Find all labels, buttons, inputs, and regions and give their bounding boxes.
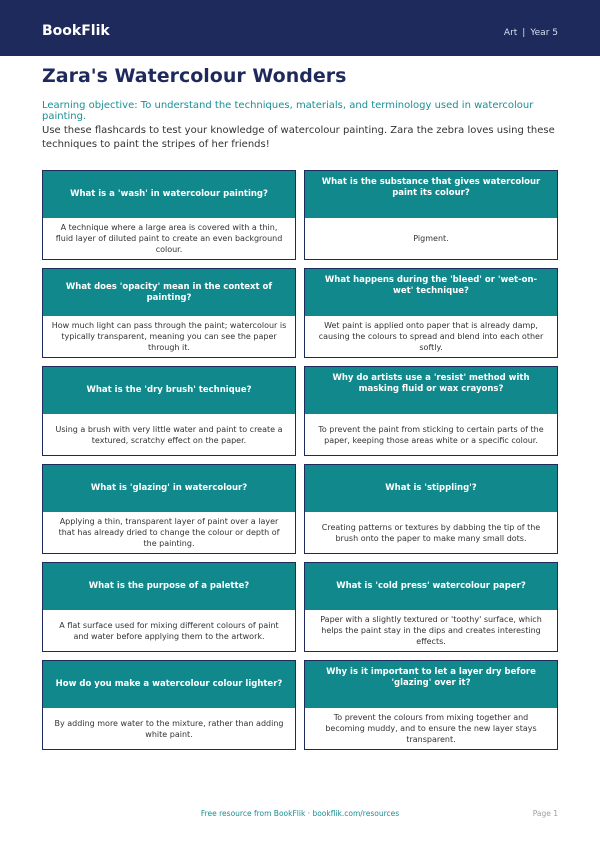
flashcard [42,464,296,554]
top-header-bar [0,0,600,56]
flashcard [304,562,558,652]
flashcard-answer: Using a brush with very little water and paint to create a textured, scratchy effect on the paper. [55,424,283,445]
flashcard [304,170,558,260]
flashcard-answer: By adding more water to the mixture, rather than adding white paint. [54,718,284,739]
footer-link[interactable]: Free resource from BookFlik · bookflik.com/resources [200,809,400,818]
flashcard-answer: Paper with a slightly textured or 'toothy' surface, which helps the paint stay in the dips and creates interesting effects. [320,615,542,646]
flashcard [42,660,296,750]
flashcard [304,660,558,750]
flashcard-question: What is the 'dry brush' technique? [43,367,295,414]
subject-year-label [504,28,558,38]
page-title: Zara's Watercolour Wonders [42,65,347,87]
flashcard-question: What is 'stippling'? [305,465,557,512]
separator: | [522,28,526,38]
flashcard [304,366,558,456]
flashcard-answer: Wet paint is applied onto paper that is already damp, causing the colours to spread and blend into each other softly. [318,321,544,352]
flashcard-question: Why is it important to let a layer dry before 'glazing' over it? [305,661,557,708]
flashcard [42,366,296,456]
flashcard-question: What does 'opacity' mean in the context of painting? [43,269,295,316]
year-label: Year 5 [530,28,558,38]
flashcard-answer: A technique where a large area is covered with a thin, fluid layer of diluted paint to create an even background colour. [55,223,283,254]
flashcard [42,562,296,652]
flashcard-answer: Pigment. [413,234,449,243]
flashcard-question: Why do artists use a 'resist' method with masking fluid or wax crayons? [305,367,557,414]
flashcard-question: What is 'cold press' watercolour paper? [305,563,557,610]
flashcard-question: What is 'glazing' in watercolour? [43,465,295,512]
flashcard-grid [42,170,558,750]
subject-label: Art [503,28,518,38]
flashcard [42,170,296,260]
page-number: Page 1 [532,809,558,818]
flashcard-answer: A flat surface used for mixing different colours of paint and water before applying them to the artwork. [59,620,279,641]
learning-objective: Learning objective: To understand the techniques, materials, and terminology used in watercolour painting. [42,100,534,122]
flashcard-question: How do you make a watercolour colour lighter? [43,661,295,708]
flashcard-answer: How much light can pass through the paint; watercolour is typically transparent, meaning you can see the paper through it. [51,321,287,352]
flashcard-question: What happens during the 'bleed' or 'wet-on-wet' technique? [305,269,557,316]
flashcard-question: What is the substance that gives watercolour paint its colour? [305,171,557,218]
flashcard-question: What is the purpose of a palette? [43,563,295,610]
brand-logo-text: BookFlik [42,23,110,39]
flashcard-answer: Creating patterns or textures by dabbing the tip of the brush onto the paper to make many small dots. [321,522,541,543]
flashcard [42,268,296,358]
flashcard-question: What is a 'wash' in watercolour painting? [43,171,295,218]
flashcard [304,464,558,554]
flashcard-answer: Applying a thin, transparent layer of paint over a layer that has already dried to change the colour or depth of the painting. [58,517,280,548]
flashcard-answer: To prevent the colours from mixing together and becoming muddy, and to ensure the new layer stays transparent. [325,713,537,744]
intro-text: Use these flashcards to test your knowledge of watercolour painting. Zara the zebra loves using these techniques to paint the stripes of her friends! [42,125,555,150]
flashcard [304,268,558,358]
flashcard-answer: To prevent the paint from sticking to certain parts of the paper, keeping those areas white or a specific colour. [318,424,544,445]
